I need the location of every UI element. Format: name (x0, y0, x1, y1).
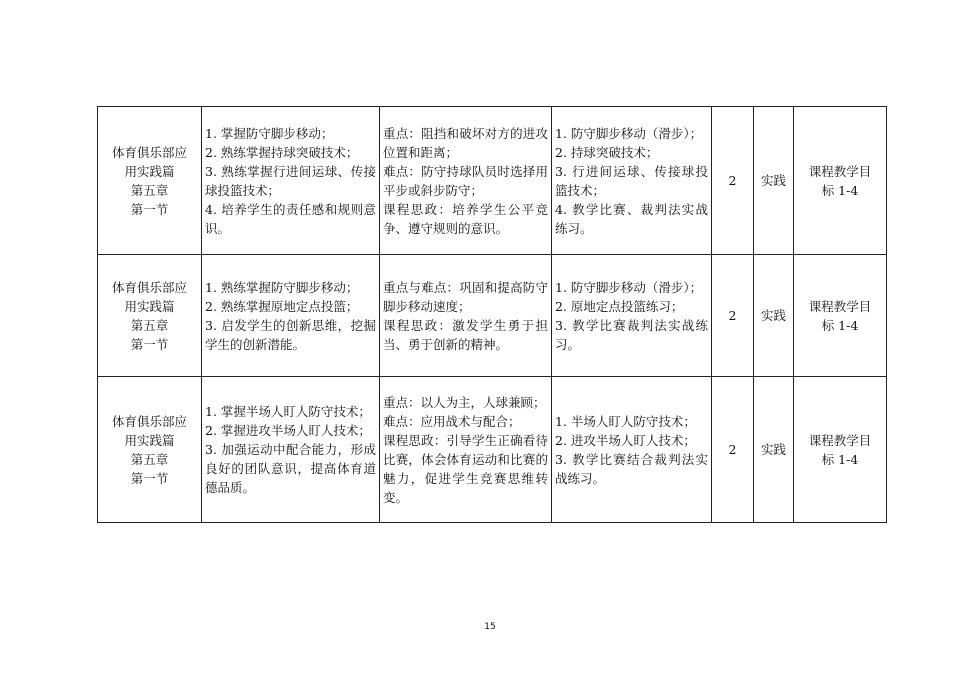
unit-cell (98, 255, 202, 377)
content-line: 4. 教学比赛、裁判法实战练习。 (555, 201, 708, 236)
objectives-line: 2. 熟练掌握持球突破技术； (205, 144, 359, 160)
content-line: 2. 进攻半场人盯人技术； (555, 432, 696, 448)
goal-cell (794, 377, 887, 523)
unit-line: 第一节 (130, 201, 169, 217)
goal-line: 课程教学目 (808, 163, 872, 179)
page-number: 15 (484, 622, 496, 632)
unit-line: 第五章 (130, 317, 169, 333)
hours-cell: 2 (712, 377, 754, 523)
table-row (98, 377, 887, 523)
unit-cell (98, 377, 202, 523)
type-cell: 实践 (754, 255, 794, 377)
focus-line: 课程思政：培养学生公平竞争、遵守规则的意识。 (383, 201, 548, 236)
objectives-line: 2. 掌握进攻半场人盯人技术； (205, 423, 371, 438)
goal-cell (794, 107, 887, 255)
focus-line: 课程思政：引导学生正确看待比赛，体会体育运动和比赛的魅力，促进学生竞赛思维转变。 (383, 432, 548, 505)
unit-line: 第一节 (130, 336, 169, 352)
content-line: 3. 教学比赛结合裁判法实战练习。 (555, 451, 708, 486)
focus-cell (380, 377, 552, 523)
objectives-cell (202, 107, 380, 255)
content-cell (552, 377, 712, 523)
goal-line: 标 1-4 (821, 182, 859, 198)
objectives-line: 2. 熟练掌握原地定点投篮； (205, 298, 359, 314)
type-cell: 实践 (754, 107, 794, 255)
unit-line: 第五章 (130, 182, 169, 198)
focus-line: 课程思政：激发学生勇于担当、勇于创新的精神。 (383, 317, 548, 352)
unit-cell (98, 107, 202, 255)
focus-line: 重点：以人为主，人球兼顾； (383, 394, 546, 410)
focus-line: 难点：应用战术与配合； (383, 413, 521, 429)
focus-line: 难点：防守持球队员时选择用平步或斜步防守； (383, 163, 548, 198)
content-cell (552, 255, 712, 377)
objectives-cell (202, 377, 380, 523)
unit-line: 用实践篇 (124, 432, 175, 448)
hours-cell: 2 (712, 107, 754, 255)
unit-line: 用实践篇 (124, 298, 175, 314)
unit-line: 体育俱乐部应 (111, 144, 187, 160)
objectives-line: 1. 熟练掌握防守脚步移动； (205, 279, 359, 295)
unit-line: 第一节 (130, 470, 169, 486)
goal-line: 课程教学目 (808, 298, 872, 314)
table-row (98, 107, 887, 255)
content-line: 1. 防守脚步移动（滑步）； (555, 125, 703, 141)
content-line: 3. 教学比赛裁判法实战练习。 (555, 317, 708, 352)
objectives-line: 4. 培养学生的责任感和规则意识。 (205, 201, 376, 236)
content-line: 1. 防守脚步移动（滑步）； (555, 279, 703, 295)
objectives-line: 3. 启发学生的创新思维，挖掘学生的创新潜能。 (205, 317, 376, 352)
unit-line: 第五章 (130, 451, 169, 467)
goal-cell (794, 255, 887, 377)
unit-line: 体育俱乐部应 (111, 413, 187, 429)
objectives-line: 3. 加强运动中配合能力，形成良好的团队意识，提高体育道德品质。 (205, 442, 376, 495)
goal-line: 标 1-4 (821, 451, 859, 467)
table-row (98, 255, 887, 377)
objectives-cell (202, 255, 380, 377)
focus-line: 重点与难点：巩固和提高防守脚步移动速度； (383, 279, 548, 314)
content-line: 1. 半场人盯人防守技术； (555, 413, 696, 429)
objectives-line: 3. 熟练掌握行进间运球、传接球投篮技术； (205, 163, 376, 198)
objectives-line: 1. 掌握防守脚步移动； (205, 125, 334, 141)
content-line: 3. 行进间运球、传接球投篮技术； (555, 163, 708, 198)
unit-line: 用实践篇 (124, 163, 175, 179)
goal-line: 课程教学目 (808, 432, 872, 448)
hours-cell: 2 (712, 255, 754, 377)
unit-line: 体育俱乐部应 (111, 279, 187, 295)
content-line: 2. 持球突破技术； (555, 144, 659, 160)
focus-line: 重点：阻挡和破坏对方的进攻位置和距离； (383, 125, 548, 160)
content-line: 2. 原地定点投篮练习； (555, 298, 684, 314)
syllabus-table (97, 106, 887, 523)
type-cell: 实践 (754, 377, 794, 523)
content-cell (552, 107, 712, 255)
goal-line: 标 1-4 (821, 317, 859, 333)
objectives-line: 1. 掌握半场人盯人防守技术； (205, 404, 371, 419)
focus-cell (380, 107, 552, 255)
focus-cell (380, 255, 552, 377)
